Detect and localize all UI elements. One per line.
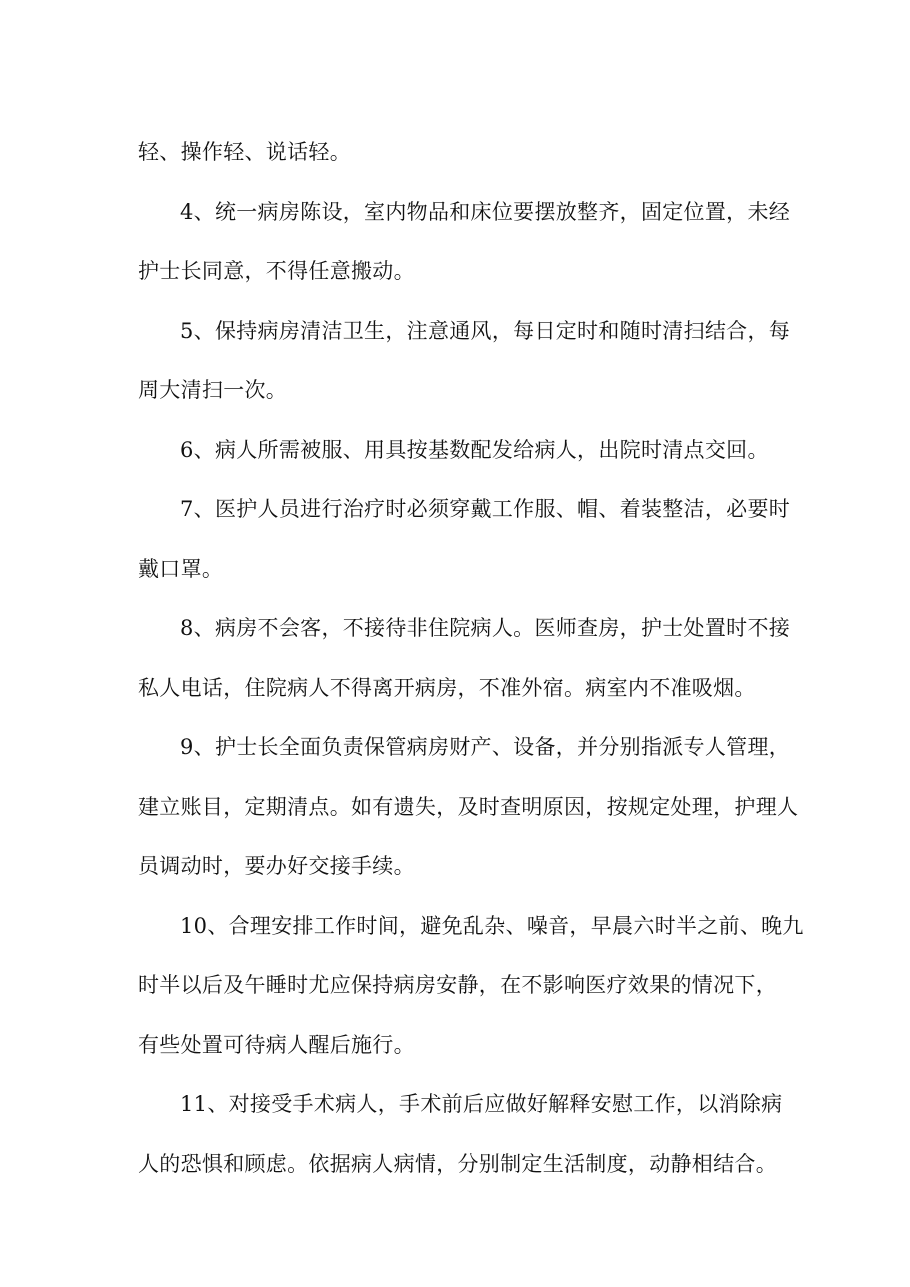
text-line: 建立账目，定期清点。如有遗失，及时查明原因，按规定处理，护理人	[138, 794, 799, 819]
text-line: 7、医护人员进行治疗时必须穿戴工作服、帽、着装整洁，必要时	[180, 497, 791, 521]
text-line: 时半以后及午睡时尤应保持病房安静，在不影响医疗效果的情况下，	[138, 973, 777, 997]
text-line: 轻、操作轻、说话轻。	[138, 140, 351, 164]
text-line: 9、护士长全面负责保管病房财产、设备，并分别指派专人管理，	[180, 735, 791, 759]
text-line: 戴口罩。	[138, 556, 224, 581]
text-line: 8、病房不会客，不接待非住院病人。医师查房，护士处置时不接	[180, 616, 791, 640]
text-line: 私人电话，住院病人不得离开病房，不准外宿。病室内不准吸烟。	[138, 675, 756, 700]
document-body	[138, 130, 804, 1201]
text-line: 员调动时，要办好交接手续。	[138, 854, 415, 878]
text-line: 11、对接受手术病人，手术前后应做好解释安慰工作，以消除病	[180, 1092, 783, 1116]
text-line: 人的恐惧和顾虑。依据病人病情，分别制定生活制度，动静相结合。	[138, 1151, 777, 1176]
text-line: 5、保持病房清洁卫生，注意通风，每日定时和随时清扫结合，每	[180, 318, 791, 343]
text-line: 4、统一病房陈设，室内物品和床位要摆放整齐，固定位置，未经	[180, 199, 791, 224]
text-line: 有些处置可待病人醒后施行。	[138, 1032, 415, 1057]
text-line: 10、合理安排工作时间，避免乱杂、噪音，早晨六时半之前、晚九	[180, 913, 804, 938]
text-line: 护士长同意，不得任意搬动。	[138, 259, 415, 283]
text-line: 6、病人所需被服、用具按基数配发给病人，出院时清点交回。	[180, 437, 769, 462]
text-line: 周大清扫一次。	[138, 378, 288, 402]
